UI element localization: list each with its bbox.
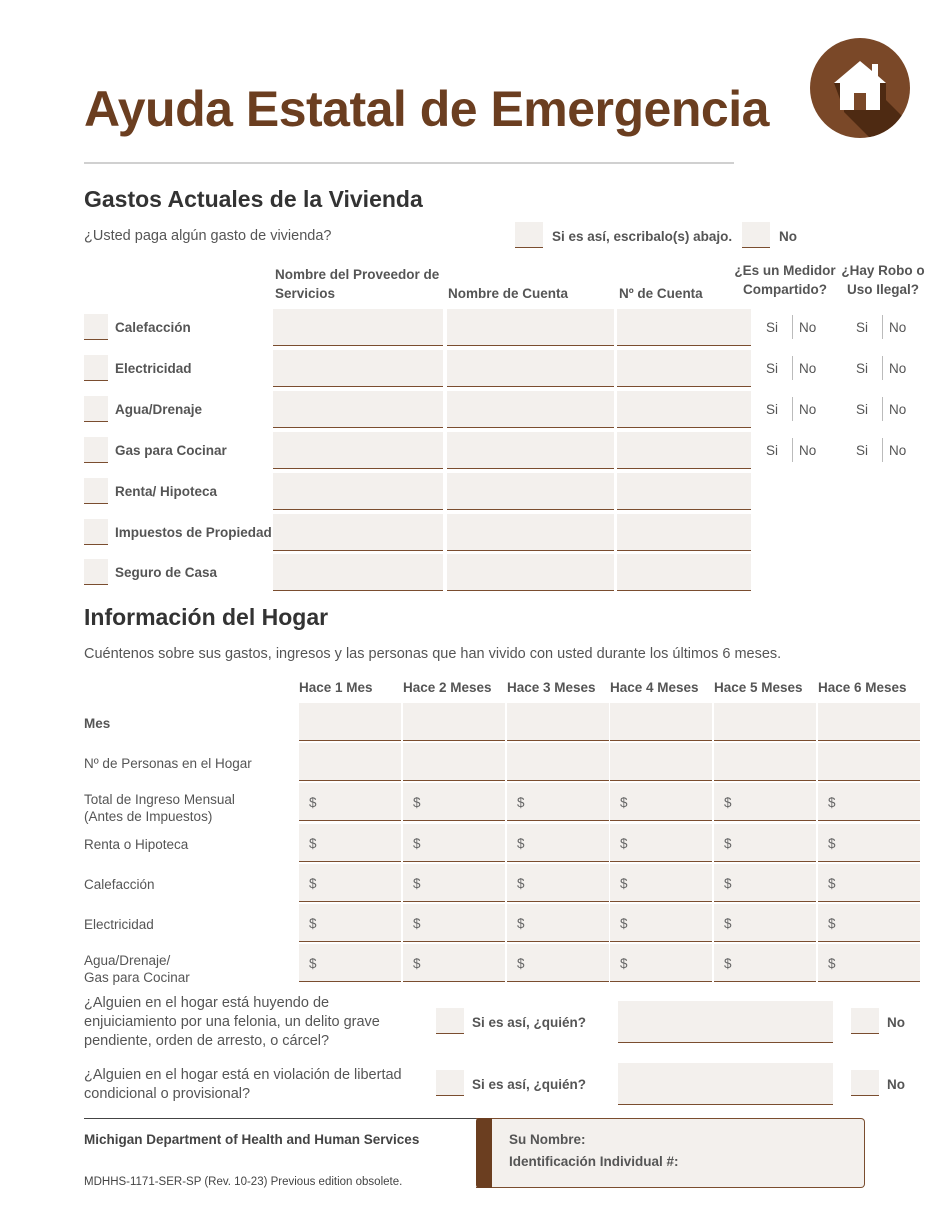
who-field[interactable]	[618, 1063, 833, 1105]
month-cell[interactable]	[818, 944, 920, 982]
currency-symbol: $	[724, 795, 732, 811]
currency-symbol: $	[413, 795, 421, 811]
month-cell[interactable]	[403, 904, 505, 942]
currency-symbol: $	[517, 916, 525, 931]
theft-yes[interactable]: Si	[856, 442, 869, 458]
currency-symbol: $	[413, 916, 421, 931]
divider	[882, 397, 883, 421]
month-cell[interactable]	[299, 824, 401, 862]
divider	[882, 315, 883, 339]
name-label: Su Nombre:	[509, 1132, 586, 1147]
provider-field[interactable]	[273, 350, 443, 387]
provider-field[interactable]	[273, 432, 443, 469]
month-cell[interactable]	[299, 743, 401, 781]
month-header: Hace 6 Meses	[818, 680, 907, 695]
month-cell[interactable]	[403, 743, 505, 781]
house-icon	[810, 38, 910, 138]
expense-checkbox[interactable]	[84, 396, 108, 422]
divider	[792, 356, 793, 380]
provider-field[interactable]	[273, 514, 443, 551]
shared-meter-yes[interactable]: Si	[766, 442, 779, 458]
row-label	[84, 715, 294, 732]
question-line: enjuiciamiento por una felonia, un delito grave	[84, 1014, 380, 1030]
col-account-name-header: Nombre de Cuenta	[448, 286, 569, 301]
month-cell[interactable]	[714, 904, 816, 942]
currency-symbol: $	[724, 916, 732, 931]
currency-symbol: $	[309, 835, 317, 851]
currency-symbol: $	[620, 956, 628, 972]
account-name-field[interactable]	[447, 514, 614, 551]
theft-no[interactable]: No	[889, 360, 907, 376]
expense-label: Renta/ Hipoteca	[115, 483, 218, 499]
divider	[792, 315, 793, 339]
month-cell[interactable]	[610, 824, 712, 862]
id-label: Identificación Individual #:	[509, 1154, 679, 1169]
row-label-line: (Antes de Impuestos)	[84, 809, 213, 825]
currency-symbol: $	[828, 835, 836, 851]
month-cell[interactable]	[714, 944, 816, 982]
expense-label: Calefacción	[115, 320, 191, 335]
row-label-line: Nº de Personas en el Hogar	[84, 756, 252, 772]
row-label	[84, 755, 294, 772]
expense-label: Gas para Cocinar	[115, 442, 227, 458]
housing-no-label: No	[779, 229, 797, 244]
month-cell[interactable]	[299, 783, 401, 821]
col-shared-meter-header: ¿Es un Medidor Compartido?	[734, 263, 836, 297]
question-yes-checkbox[interactable]	[436, 1070, 464, 1096]
expense-label: Impuestos de Propiedad	[115, 524, 272, 540]
divider	[792, 438, 793, 462]
month-cell[interactable]	[507, 904, 609, 942]
month-header: Hace 4 Meses	[610, 680, 699, 695]
housing-yes-label: Si es así, escribalo(s) abajo.	[552, 229, 733, 244]
account-name-field[interactable]	[447, 350, 614, 387]
row-label-line: Electricidad	[84, 917, 154, 932]
month-cell[interactable]	[299, 864, 401, 902]
row-label-line: Renta o Hipoteca	[84, 836, 189, 852]
month-cell[interactable]	[714, 703, 816, 741]
currency-symbol: $	[309, 916, 317, 931]
month-header: Hace 1 Mes	[299, 680, 373, 695]
currency-symbol: $	[413, 956, 421, 972]
currency-symbol: $	[620, 835, 628, 851]
housing-yes-checkbox[interactable]	[515, 222, 543, 248]
row-label-line: Gas para Cocinar	[84, 970, 190, 986]
currency-symbol: $	[724, 835, 732, 851]
shared-meter-no[interactable]: No	[799, 401, 817, 417]
currency-symbol: $	[724, 956, 732, 972]
question-no-label: No	[887, 1077, 905, 1092]
currency-symbol: $	[309, 875, 317, 891]
question-line: ¿Alguien en el hogar está huyendo de	[84, 995, 330, 1011]
household-heading: Información del Hogar	[84, 604, 329, 630]
month-cell[interactable]	[299, 944, 401, 982]
expense-label: Electricidad	[115, 360, 192, 376]
month-cell[interactable]	[818, 703, 920, 741]
account-number-field[interactable]	[617, 473, 751, 510]
account-number-field[interactable]	[617, 432, 751, 469]
question-no-checkbox[interactable]	[851, 1070, 879, 1096]
theft-yes[interactable]: Si	[856, 320, 869, 335]
col-provider-header: Nombre del Proveedor de Servicios	[275, 267, 440, 301]
shared-meter-yes[interactable]: Si	[766, 360, 779, 376]
theft-no[interactable]: No	[889, 401, 907, 417]
month-cell[interactable]	[507, 944, 609, 982]
month-cell[interactable]	[403, 783, 505, 821]
question-yes-checkbox[interactable]	[436, 1008, 464, 1034]
account-name-field[interactable]	[447, 309, 614, 346]
id-box	[476, 1118, 865, 1188]
expense-label: Agua/Drenaje	[115, 401, 203, 417]
month-header: Hace 2 Meses	[403, 680, 492, 695]
currency-symbol: $	[517, 795, 525, 811]
month-cell[interactable]	[714, 743, 816, 781]
provider-field[interactable]	[273, 473, 443, 510]
provider-field[interactable]	[273, 309, 443, 346]
provider-field[interactable]	[273, 554, 443, 591]
currency-symbol: $	[309, 956, 317, 972]
account-name-field[interactable]	[447, 391, 614, 428]
form-id: MDHHS-1171-SER-SP (Rev. 10-23) Previous edition obsolete.	[84, 1176, 403, 1188]
question-text	[84, 1066, 402, 1104]
currency-symbol: $	[828, 795, 836, 811]
theft-yes[interactable]: Si	[856, 360, 869, 376]
currency-symbol: $	[620, 916, 628, 931]
divider	[882, 438, 883, 462]
expense-checkbox[interactable]	[84, 519, 108, 545]
question-yes-label: Si es así, ¿quién?	[472, 1015, 587, 1030]
currency-symbol: $	[517, 875, 525, 891]
id-box-accent	[476, 1118, 492, 1188]
month-header: Hace 5 Meses	[714, 680, 803, 695]
month-cell[interactable]	[299, 703, 401, 741]
shared-meter-yes[interactable]: Si	[766, 320, 779, 335]
currency-symbol: $	[309, 795, 317, 811]
account-number-field[interactable]	[617, 391, 751, 428]
row-label-line: Mes	[84, 716, 111, 731]
currency-symbol: $	[413, 875, 421, 891]
month-cell[interactable]	[610, 743, 712, 781]
currency-symbol: $	[828, 916, 836, 931]
month-cell[interactable]	[403, 864, 505, 902]
month-cell[interactable]	[818, 783, 920, 821]
housing-question: ¿Usted paga algún gasto de vivienda?	[84, 228, 332, 244]
row-label-line: Total de Ingreso Mensual	[84, 792, 235, 808]
currency-symbol: $	[724, 875, 732, 891]
month-header: Hace 3 Meses	[507, 680, 596, 695]
month-cell[interactable]	[507, 783, 609, 821]
expense-checkbox[interactable]	[84, 355, 108, 381]
page-title: Ayuda Estatal de Emergencia	[84, 81, 769, 137]
who-field[interactable]	[618, 1001, 833, 1043]
month-cell[interactable]	[403, 824, 505, 862]
expense-label: Seguro de Casa	[115, 565, 218, 581]
theft-yes[interactable]: Si	[856, 401, 869, 417]
month-cell[interactable]	[610, 864, 712, 902]
row-label	[84, 791, 294, 825]
account-name-field[interactable]	[447, 554, 614, 591]
title-divider	[84, 162, 734, 164]
question-line: ¿Alguien en el hogar está en violación de libertad	[84, 1067, 402, 1083]
footer-divider	[84, 1118, 476, 1119]
account-number-field[interactable]	[617, 554, 751, 591]
question-yes-label: Si es así, ¿quién?	[472, 1077, 587, 1092]
row-label	[84, 916, 294, 933]
expense-checkbox[interactable]	[84, 437, 108, 463]
month-cell[interactable]	[610, 944, 712, 982]
row-label-line: Agua/Drenaje/	[84, 953, 171, 969]
month-cell[interactable]	[299, 904, 401, 942]
col-theft-header: ¿Hay Robo o Uso Ilegal?	[841, 263, 925, 297]
month-cell[interactable]	[818, 904, 920, 942]
row-label	[84, 952, 294, 986]
expense-checkbox[interactable]	[84, 478, 108, 504]
month-cell[interactable]	[714, 864, 816, 902]
account-number-field[interactable]	[617, 350, 751, 387]
account-number-field[interactable]	[617, 514, 751, 551]
month-cell[interactable]	[714, 783, 816, 821]
department-name: Michigan Department of Health and Human Services	[84, 1132, 420, 1147]
row-label-line: Calefacción	[84, 876, 155, 892]
currency-symbol: $	[413, 835, 421, 851]
shared-meter-no[interactable]: No	[799, 320, 817, 335]
row-label	[84, 836, 294, 853]
currency-symbol: $	[620, 795, 628, 811]
month-cell[interactable]	[818, 743, 920, 781]
row-label	[84, 876, 294, 893]
currency-symbol: $	[828, 956, 836, 972]
shared-meter-no[interactable]: No	[799, 360, 817, 376]
month-cell[interactable]	[610, 703, 712, 741]
theft-no[interactable]: No	[889, 442, 907, 458]
month-cell[interactable]	[507, 824, 609, 862]
divider	[882, 356, 883, 380]
currency-symbol: $	[517, 835, 525, 851]
month-cell[interactable]	[818, 824, 920, 862]
housing-no-checkbox[interactable]	[742, 222, 770, 248]
shared-meter-yes[interactable]: Si	[766, 401, 779, 417]
month-cell[interactable]	[507, 703, 609, 741]
shared-meter-no[interactable]: No	[799, 442, 817, 458]
question-no-checkbox[interactable]	[851, 1008, 879, 1034]
month-cell[interactable]	[818, 864, 920, 902]
household-intro: Cuéntenos sobre sus gastos, ingresos y las personas que han vivido con usted durante los últimos 6 meses.	[84, 646, 782, 662]
housing-heading: Gastos Actuales de la Vivienda	[84, 186, 423, 212]
question-line: condicional o provisional?	[84, 1086, 251, 1102]
divider	[792, 397, 793, 421]
currency-symbol: $	[517, 956, 525, 972]
theft-no[interactable]: No	[889, 320, 907, 335]
month-cell[interactable]	[507, 864, 609, 902]
provider-field[interactable]	[273, 391, 443, 428]
month-cell[interactable]	[610, 904, 712, 942]
month-cell[interactable]	[507, 743, 609, 781]
month-cell[interactable]	[714, 824, 816, 862]
expense-checkbox[interactable]	[84, 314, 108, 340]
expense-checkbox[interactable]	[84, 559, 108, 585]
account-name-field[interactable]	[447, 473, 614, 510]
account-number-field[interactable]	[617, 309, 751, 346]
question-text	[84, 994, 380, 1051]
month-cell[interactable]	[610, 783, 712, 821]
account-name-field[interactable]	[447, 432, 614, 469]
question-no-label: No	[887, 1015, 905, 1030]
currency-symbol: $	[620, 875, 628, 891]
month-cell[interactable]	[403, 703, 505, 741]
month-cell[interactable]	[403, 944, 505, 982]
currency-symbol: $	[828, 875, 836, 891]
question-line: pendiente, orden de arresto, o cárcel?	[84, 1033, 330, 1049]
col-account-no-header: Nº de Cuenta	[619, 286, 703, 301]
